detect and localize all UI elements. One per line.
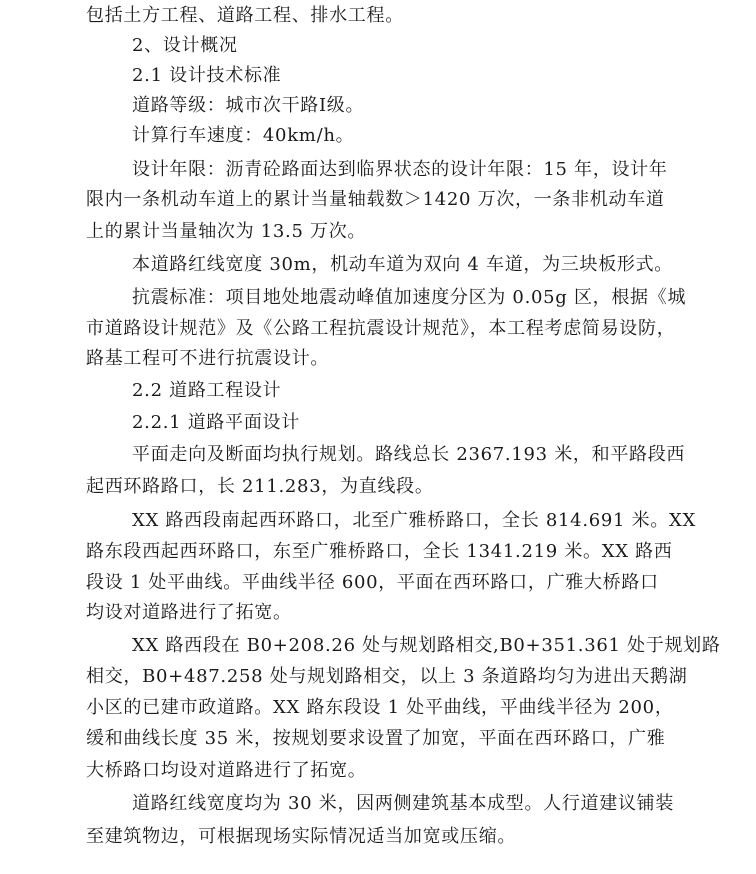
text-line: 上的累计当量轴次为 13.5 万次。 (86, 221, 367, 242)
text-line: 相交，B0+487.258 处与规划路相交，以上 3 条道路均匀为进出天鹅湖 (86, 666, 688, 687)
section-heading: 2、设计概况 (132, 35, 238, 56)
text-line: 路东段西起西环路口，东至广雅桥路口，全长 1341.219 米。XX 路西 (86, 541, 673, 562)
text-line: XX 路西段在 B0+208.26 处与规划路相交,B0+351.361 处于规划路 (132, 635, 721, 656)
text-line: 本道路红线宽度 30m，机动车道为双向 4 车道，为三块板形式。 (132, 254, 673, 275)
subsection-heading: 2.2 道路工程设计 (132, 380, 282, 401)
text-line: 均设对道路进行了拓宽。 (86, 602, 292, 623)
text-line: 包括土方工程、道路工程、排水工程。 (86, 5, 404, 26)
text-line: 限内一条机动车道上的累计当量轴载数＞1420 万次，一条非机动车道 (86, 189, 665, 210)
subsection-heading: 2.1 设计技术标准 (132, 65, 282, 86)
text-line: 小区的已建市政道路。XX 路东段设 1 处平曲线，平曲线半径为 200， (86, 697, 674, 718)
text-line: 道路等级：城市次干路Ⅰ级。 (132, 95, 365, 116)
text-line: 至建筑物边，可根据现场实际情况适当加宽或压缩。 (86, 826, 517, 847)
text-line: 计算行车速度：40km/h。 (132, 125, 355, 146)
subsection-heading: 2.2.1 道路平面设计 (132, 412, 300, 433)
text-line: 路基工程可不进行抗震设计。 (86, 348, 330, 369)
text-line: 设计年限：沥青砼路面达到临界状态的设计年限：15 年，设计年 (132, 159, 668, 180)
text-line: XX 路西段南起西环路口，北至广雅桥路口，全长 814.691 米。XX (132, 510, 697, 531)
text-line: 大桥路口均设对道路进行了拓宽。 (86, 760, 367, 781)
text-line: 段设 1 处平曲线。平曲线半径 600，平面在西环路口，广雅大桥路口 (86, 572, 659, 593)
text-line: 起西环路路口，长 211.283，为直线段。 (86, 476, 434, 497)
text-line: 市道路设计规范》及《公路工程抗震设计规范》，本工程考虑简易设防， (86, 318, 676, 339)
text-line: 抗震标准：项目地处地震动峰值加速度分区为 0.05g 区，根据《城 (132, 287, 687, 308)
text-line: 道路红线宽度均为 30 米，因两侧建筑基本成型。人行道建议铺装 (132, 793, 675, 814)
text-line: 平面走向及断面均执行规划。路线总长 2367.193 米，和平路段西 (132, 444, 686, 465)
text-line: 缓和曲线长度 35 米，按规划要求设置了加宽，平面在西环路口，广雅 (86, 728, 666, 749)
